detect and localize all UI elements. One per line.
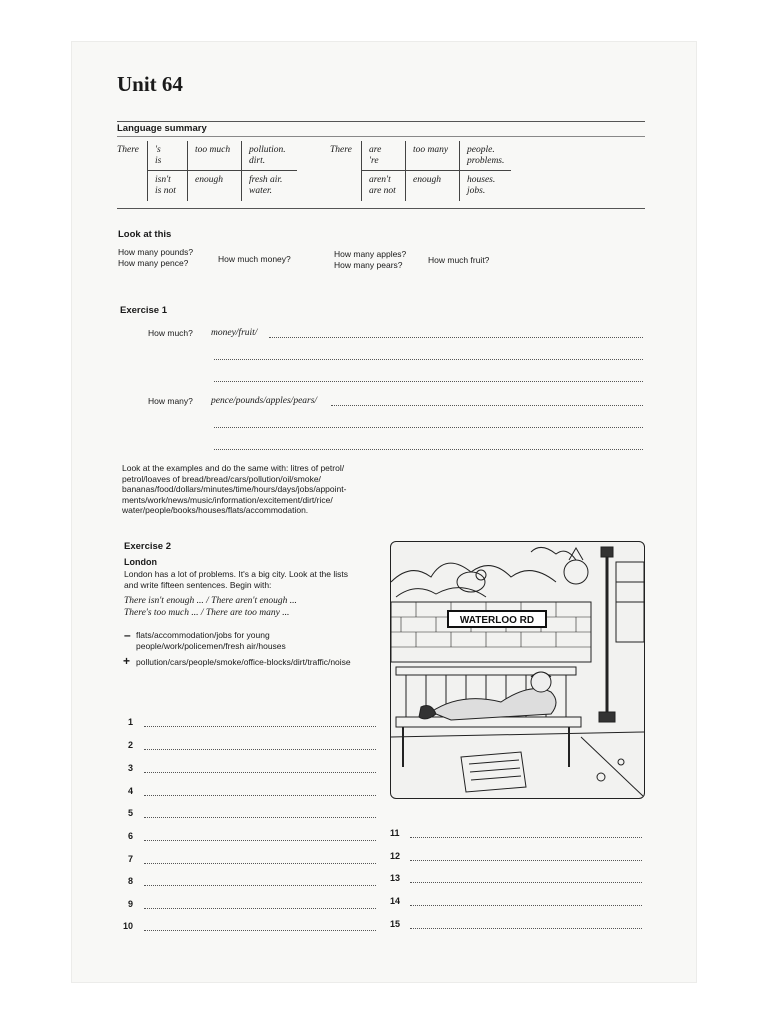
line-number: 10 xyxy=(123,921,134,931)
table-verb-is: 's is xyxy=(155,145,162,166)
answer-line[interactable] xyxy=(144,771,376,773)
line-number: 1 xyxy=(128,717,134,727)
divider xyxy=(117,121,645,122)
answer-line[interactable] xyxy=(144,862,376,864)
look-q-apples: How many apples? How many pears? xyxy=(334,249,407,270)
line-number: 8 xyxy=(128,876,134,886)
look-q-pounds: How many pounds? How many pence? xyxy=(118,247,194,268)
table-line xyxy=(147,170,297,171)
line-number: 13 xyxy=(390,873,401,883)
line-number: 3 xyxy=(128,763,134,773)
exercise2-examples: There isn't enough ... / There aren't enough ... There's too much ... / There are too many ... xyxy=(124,596,297,618)
worksheet-page xyxy=(72,42,696,982)
language-summary-table xyxy=(117,137,645,209)
line-number: 11 xyxy=(390,828,400,838)
line-number: 2 xyxy=(128,740,134,750)
answer-line[interactable] xyxy=(214,426,643,428)
answer-line[interactable] xyxy=(410,904,642,906)
table-line xyxy=(459,141,460,201)
how-many-words: pence/pounds/apples/pears/ xyxy=(211,396,318,406)
table-line xyxy=(187,141,188,201)
unit-title: Unit 64 xyxy=(117,72,183,96)
table-enough-left: enough xyxy=(195,175,223,185)
table-there-left: There xyxy=(117,145,139,155)
line-number: 5 xyxy=(128,808,134,818)
answer-line[interactable] xyxy=(410,927,642,929)
answer-line[interactable] xyxy=(410,836,642,838)
bench-scene-illustration xyxy=(391,542,644,798)
answer-line[interactable] xyxy=(269,336,643,338)
look-at-this-heading: Look at this xyxy=(118,229,172,240)
look-q-fruit: How much fruit? xyxy=(428,255,490,265)
exercise2-heading: Exercise 2 xyxy=(124,541,172,552)
plus-icon: + xyxy=(123,654,131,668)
line-number: 4 xyxy=(128,786,134,796)
line-number: 15 xyxy=(390,919,401,929)
answer-line[interactable] xyxy=(144,725,376,727)
table-line xyxy=(405,141,406,201)
exercise2-subheading: London xyxy=(124,557,157,567)
look-q-money: How much money? xyxy=(218,254,291,264)
minus-icon: – xyxy=(124,628,131,642)
table-verb-arent: aren't are not xyxy=(369,175,396,196)
plus-list: pollution/cars/people/smoke/office-blocks/dirt/traffic/noise xyxy=(136,657,351,667)
table-line xyxy=(361,170,511,171)
answer-line[interactable] xyxy=(410,859,642,861)
table-line xyxy=(241,141,242,201)
line-number: 12 xyxy=(390,851,401,861)
table-nouns-countable: people. problems. xyxy=(467,145,505,166)
street-sign xyxy=(448,611,546,627)
language-summary-heading: Language summary xyxy=(117,123,207,134)
answer-line[interactable] xyxy=(214,448,643,450)
table-too-much: too much xyxy=(195,145,231,155)
table-verb-are: are 're xyxy=(369,145,382,166)
answer-line[interactable] xyxy=(144,929,376,931)
line-number: 14 xyxy=(390,896,401,906)
exercise1-heading: Exercise 1 xyxy=(120,305,168,316)
answer-line[interactable] xyxy=(331,404,643,406)
table-there-right: There xyxy=(330,145,352,155)
table-verb-isnt: isn't is not xyxy=(155,175,176,196)
answer-line[interactable] xyxy=(214,380,643,382)
line-number: 9 xyxy=(128,899,134,909)
answer-line[interactable] xyxy=(144,884,376,886)
waterloo-road-illustration xyxy=(390,541,645,799)
table-line xyxy=(361,141,362,201)
how-much-words: money/fruit/ xyxy=(211,328,258,338)
table-line xyxy=(147,141,148,201)
table-too-many: too many xyxy=(413,145,449,155)
table-nouns-countable-2: houses. jobs. xyxy=(467,175,496,196)
divider xyxy=(117,208,645,209)
line-number: 7 xyxy=(128,854,134,864)
how-much-label: How much? xyxy=(148,328,193,338)
street-sign-text: WATERLOO RD xyxy=(459,615,535,626)
answer-line[interactable] xyxy=(410,881,642,883)
table-nouns-uncountable: pollution. dirt. xyxy=(249,145,286,166)
table-enough-right: enough xyxy=(413,175,441,185)
table-nouns-uncountable-2: fresh air. water. xyxy=(249,175,283,196)
answer-line[interactable] xyxy=(144,816,376,818)
exercise2-text: London has a lot of problems. It's a big city. Look at the lists and write fifteen sentences. Begin with: xyxy=(124,569,349,590)
answer-line[interactable] xyxy=(214,358,643,360)
answer-line[interactable] xyxy=(144,907,376,909)
answer-line[interactable] xyxy=(144,794,376,796)
how-many-label: How many? xyxy=(148,396,193,406)
minus-list: flats/accommodation/jobs for young people/work/policemen/fresh air/houses xyxy=(136,630,286,651)
line-number: 6 xyxy=(128,831,134,841)
answer-line[interactable] xyxy=(144,748,376,750)
answer-line[interactable] xyxy=(144,839,376,841)
exercise1-instructions: Look at the examples and do the same with: litres of petrol/ petrol/loaves of bread/bread/cars/pollution/oil/smoke/ bananas/food/dollars/minutes/time/hours/days/jobs/appoint- ments/work/news/music/information/excitement/dirt/rice/ water/people/books/houses/flats/accommodation. xyxy=(122,463,347,515)
